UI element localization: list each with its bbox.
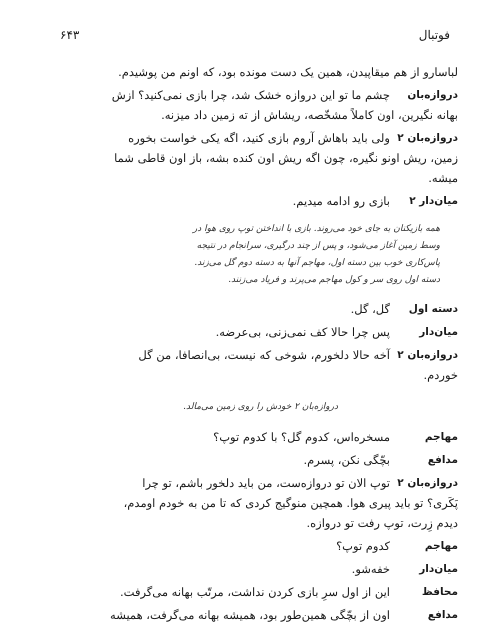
note-line: وسط زمین آغاز می‌شود، و پس از چند درگیری، سرانجام در نتیجه [196, 241, 440, 251]
dialogue-entry [42, 536, 458, 556]
note-line: دسته اول روی سر و کول مهاجم می‌پرند و فریاد می‌زنند. [228, 275, 440, 285]
speech-line: توپ الان تو دروازه‌ست، من باید دلخور باشم، تو چرا [142, 476, 390, 490]
speech-line: چشم ما تو این دروازه خشک شد، چرا بازی نمی‌کنید؟ ازش [111, 88, 390, 102]
dialogue-entry [42, 191, 458, 211]
speaker-name: مدافع [427, 609, 458, 621]
speaker-name: میان‌دار ۲ [409, 195, 458, 207]
speaker-name: میان‌دار [419, 563, 458, 575]
speaker-name: دروازه‌بان [407, 89, 458, 101]
play-text [42, 62, 458, 625]
speech-line: دیدم زِرت، توپ رفت تو دروازه. [306, 516, 458, 530]
speech-line: خفه‌شو. [351, 562, 390, 576]
speech-line: بچّگی نکن، پسرم. [303, 453, 390, 467]
speech-line: زمین، ریش اونو نگیره، چون اگه ریش اون کنده بشه، باز اون قاطی شما [114, 151, 458, 165]
speech-line: بهانه نگیرین، اون کاملاً مشخّصه، ریشاش از ته زمین داد میزنه. [161, 108, 458, 122]
speech-line: مسخره‌اس، کدوم گل؟ با کدوم توپ؟ [213, 430, 390, 444]
page-header [60, 28, 450, 48]
speaker-name: دروازه‌بان ۲ [397, 349, 458, 361]
speaker-name: دروازه‌بان ۲ [397, 477, 458, 489]
note-line: همه بازیکنان به جای خود می‌روند. بازی با انداختن توپ روی هوا در [192, 224, 440, 234]
speech-line: پس چرا حالا کف نمی‌زنی، بی‌عرضه. [215, 325, 390, 339]
note-line: پاس‌کاری خوب بین دسته اول، مهاجم آنها به دسته دوم گل می‌زند. [194, 258, 440, 268]
speech-line: بازی رو ادامه میدیم. [292, 194, 390, 208]
speech-line: خوردم. [423, 368, 458, 382]
page-number: ۶۴۳ [60, 28, 80, 42]
dialogue-line: لباسارو از هم میقاپیدن، همین یک دست مونده بود، که اونم من پوشیدم. [118, 65, 458, 79]
speech-line: این از اول سرِ بازی کردن نداشت، مرتّب بهانه می‌گرفت. [120, 585, 390, 599]
dialogue-entry [42, 582, 458, 602]
speech-line: ولی باید باهاش آروم بازی کنید، اگه یکی خواست بخوره [128, 131, 390, 145]
speaker-name: دسته اول [408, 303, 458, 315]
dialogue-entry [42, 299, 458, 319]
dialogue-entry [42, 605, 458, 625]
dialogue-entry [42, 473, 458, 493]
dialogue-entry [42, 128, 458, 148]
speech-line: کدوم توپ؟ [336, 539, 390, 553]
speaker-name: محافظ [421, 586, 458, 598]
speech-line: پَکَری؟ تو باید پیری هوا. همچین منوگیج کردی که تا من به خودم اومدم، [123, 496, 458, 510]
speaker-name: دروازه‌بان ۲ [397, 132, 458, 144]
speech-text [42, 128, 390, 148]
speaker-name: مهاجم [424, 540, 458, 552]
speech-line: میشه. [428, 171, 458, 185]
dialogue-entry [42, 559, 458, 579]
stage-direction: دروازه‌بان ۲ خودش را روی زمین می‌مالد. [183, 402, 338, 412]
dialogue-entry [42, 427, 458, 447]
speech-line: اون از بچّگی همین‌طور بود، همیشه بهانه می‌گرفت، همیشه [110, 608, 390, 622]
speaker-name: مهاجم [424, 431, 458, 443]
speaker-name: مدافع [427, 454, 458, 466]
stage-note [70, 221, 440, 289]
speech-line: آخه حالا دلخورم، شوخی که نیست، بی‌انصافا، من گل [138, 348, 390, 362]
speech-line: گل، گل. [350, 302, 390, 316]
dialogue-entry [42, 345, 458, 365]
speech-text [42, 85, 390, 105]
dialogue-entry [42, 85, 458, 105]
running-title: فوتبال [418, 28, 450, 42]
dialogue-entry [42, 450, 458, 470]
dialogue-entry [42, 322, 458, 342]
speaker-name: میان‌دار [419, 326, 458, 338]
